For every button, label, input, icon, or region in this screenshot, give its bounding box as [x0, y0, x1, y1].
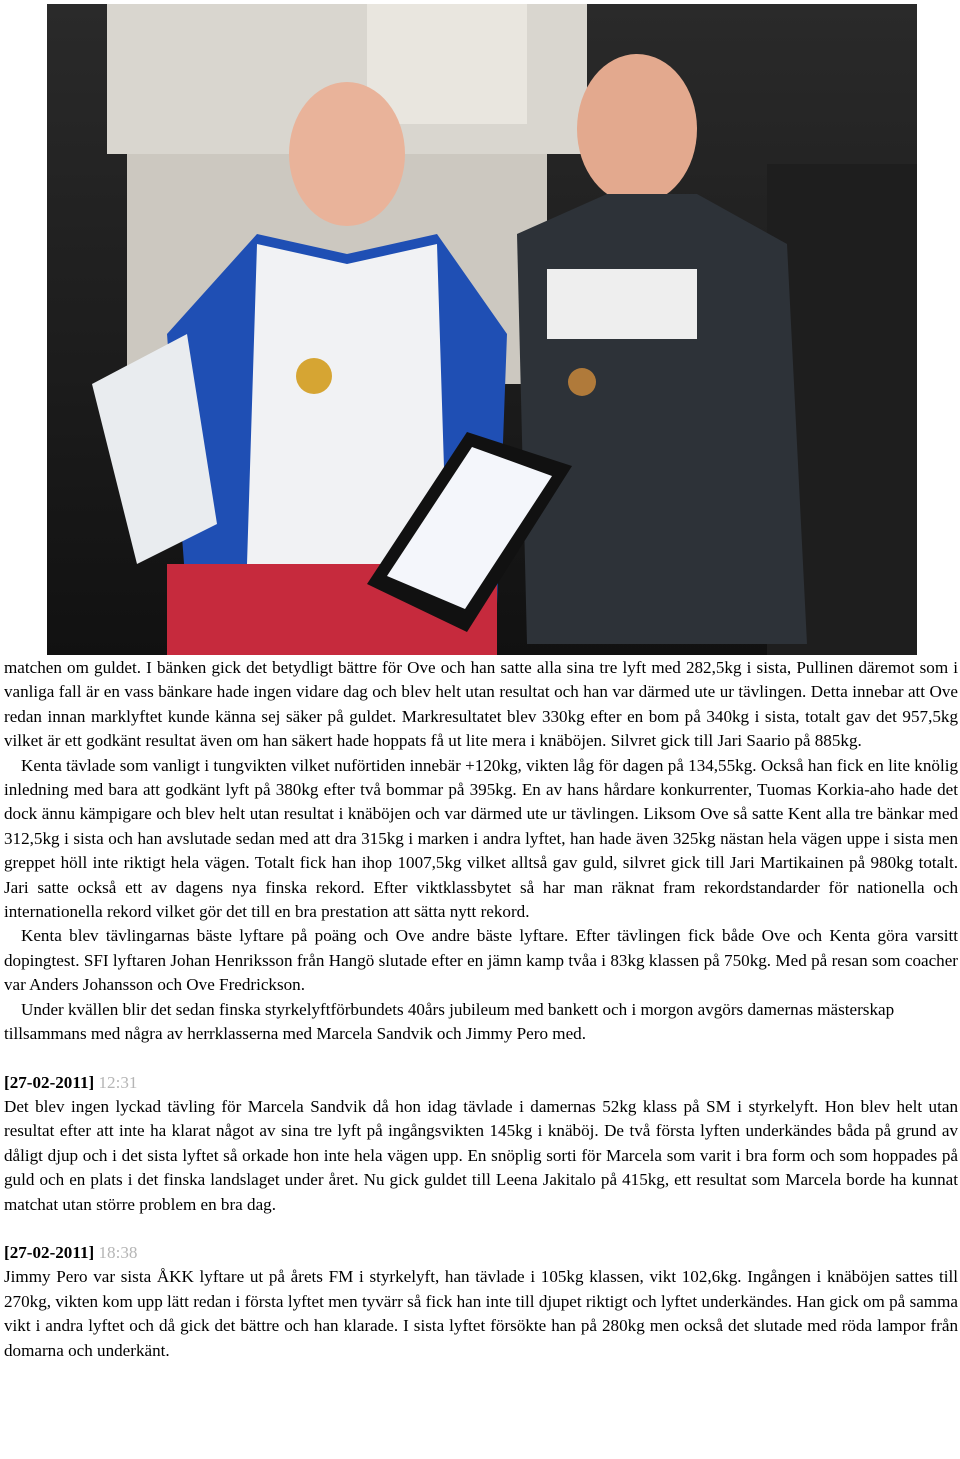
news-date: [27-02-2011]	[4, 1072, 95, 1092]
article-photo	[47, 4, 917, 655]
news-header	[4, 1241, 958, 1265]
article-text	[4, 656, 958, 1363]
news-time: 12:31	[98, 1072, 138, 1092]
article-paragraph-2: Kenta tävlade som vanligt i tungvikten vilket nuförtiden innebär +120kg, vikten låg för dagen på 134,55kg. Också han fick en lite knölig inledning med bara att godkänt lyft på 380kg efter två bommar på 395kg. En av hans hårdare konkurrenter, Tuomas Korkia-aho hade det dock ännu kämpigare och blev helt utan resultat i knäböjen och var därmed ute ur tävlingen. Liksom Ove så satte Kent alla tre bänkar med 312,5kg i sista och han avslutade sedan med att dra 315kg i marken i andra lyftet, han hade även 325kg nästan hela vägen uppe i sista men greppet höll inte riktigt hela vägen. Totalt fick han ihop 1007,5kg vilket alltså gav guld, silvret gick till Jari Martikainen på 980kg totalt. Jari satte också ett av dagens nya finska rekord. Efter viktklassbytet så har man räknat fram rekordstandarder för nationella och internationella rekord vilket gör det till en bra prestation att sätta nytt rekord.	[4, 755, 958, 922]
news-header	[4, 1071, 958, 1095]
news-body: Det blev ingen lyckad tävling för Marcela Sandvik då hon idag tävlade i damernas 52kg klass på SM i styrkelyft. Hon blev helt utan resultat efter att inte ha klarat något av sina tre lyft på ingångsvikten 145kg i knäböj. De två första lyften underkändes båda på grund av dåligt djup och i det sista lyftet så orkade hon inte hela vägen upp. En snöplig sorti för Marcela som varit i bra form och som hoppades på guld och en plats i det finska landslaget under året. Nu gick guldet till Leena Jakitalo på 415kg, ett resultat som Marcela borde ha kunnat matchat utan större problem en bra dag.	[4, 1096, 958, 1214]
news-body: Jimmy Pero var sista ÅKK lyftare ut på årets FM i styrkelyft, han tävlade i 105kg klassen, vikt 102,6kg. Ingången i knäböjen sattes till 270kg, vikten kom upp lätt redan i första lyftet men tyvärr så fick han inte till djupet riktigt och lyftet underkändes. Han gick om på samma vikt i andra lyftet och då gick det bättre och han klarade. I sista lyftet försökte han på 280kg men också det slutade med röda lampor från domarna och underkänt.	[4, 1267, 958, 1360]
news-date: [27-02-2011]	[4, 1242, 95, 1262]
article-paragraph-1: matchen om guldet. I bänken gick det betydligt bättre för Ove och han satte alla sina tre lyft med 282,5kg i sista, Pullinen däremot som i vanliga fall är en vass bänkare hade ingen vidare dag och blev helt utan resultat och han var därmed ute ur tävlingen. Detta innebar att Ove redan innan marklyftet kunde känna sej säker på guldet. Markresultatet blev 330kg efter en bom på 340kg i sista, totalt gav det 957,5kg vilket är ett godkänt resultat även om han säkert hade hoppats få ut lite mera i knäböjen. Silvret gick till Jari Saario på 885kg.	[4, 658, 958, 751]
news-time: 18:38	[98, 1242, 138, 1262]
article-paragraph-3: Kenta blev tävlingarnas bäste lyftare på poäng och Ove andre bäste lyftare. Efter tävlingen fick både Ove och Kenta göra varsitt dopingtest. SFI lyftaren Johan Henriksson från Hangö slutade efter en jämn kamp tvåa i 83kg klassen på 750kg. Med på resan som coacher var Anders Johansson och Ove Fredrickson.	[4, 926, 958, 995]
article-paragraph-4: Under kvällen blir det sedan finska styrkelyftförbundets 40års jubileum med bankett och i morgon avgörs damernas mästerskap tillsammans med några av herrklasserna med Marcela Sandvik och Jimmy Pero med.	[4, 999, 895, 1044]
